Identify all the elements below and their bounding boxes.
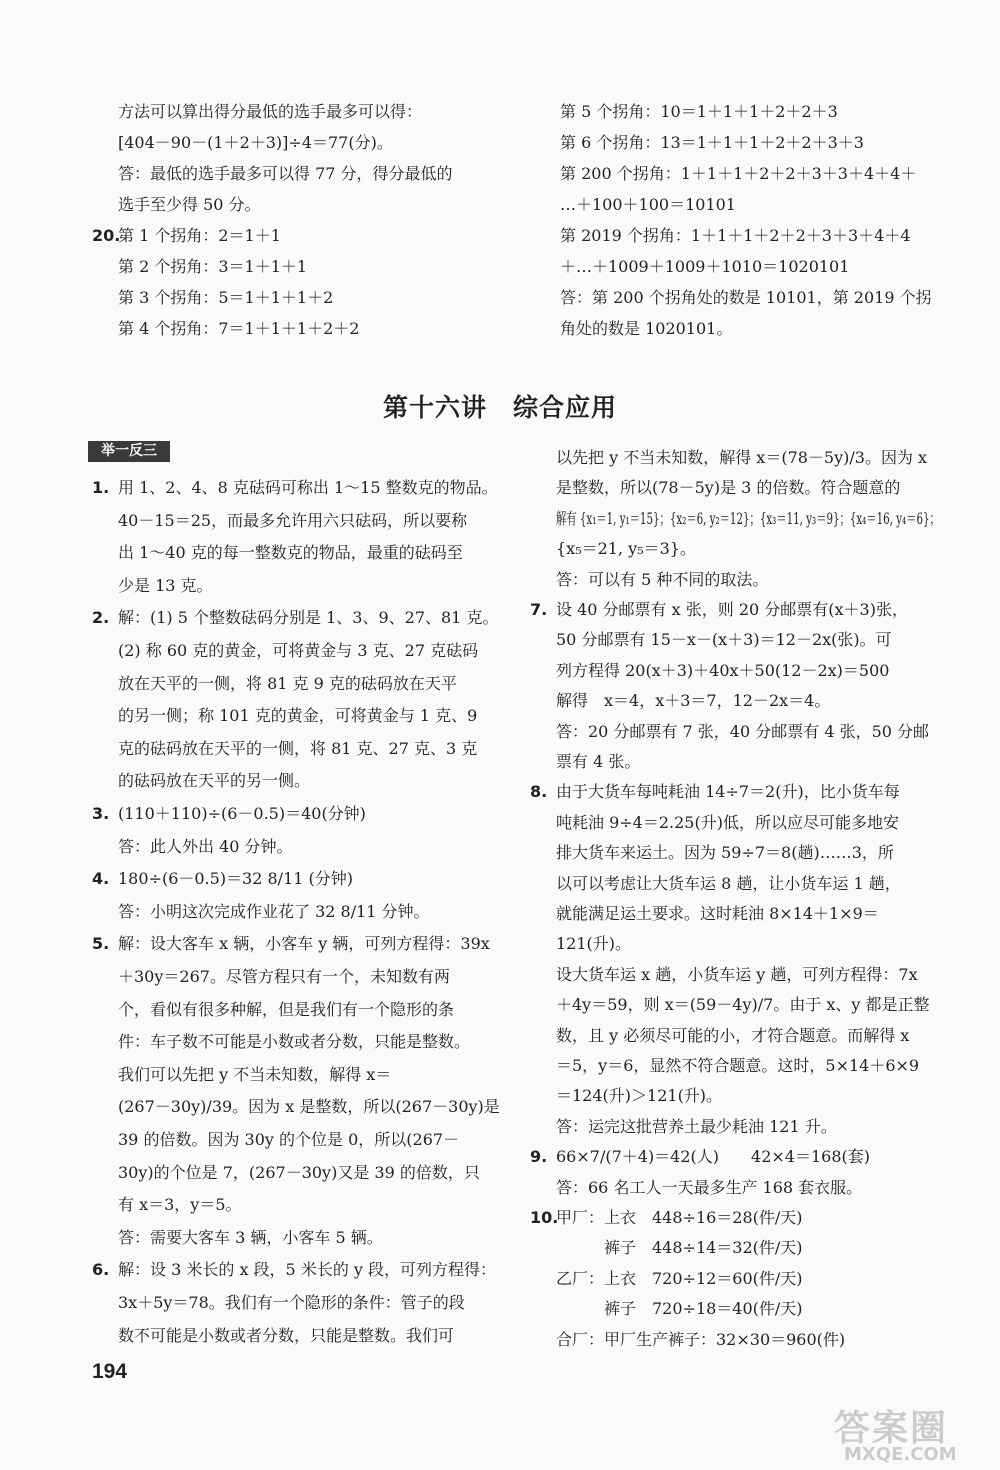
question-number: 20.: [92, 226, 121, 245]
text-line: 方法可以算出得分最低的选手最多可以得：: [118, 102, 423, 121]
text-line: 克的砝码放在天平的一侧，将 81 克、27 克、3 克: [118, 739, 478, 758]
text-line: 由于大货车每吨耗油 14÷7＝2(升)，比小货车每: [556, 782, 900, 801]
text-line: ＋…＋1009＋1009＋1010＝1020101: [560, 257, 850, 276]
text-line: [404－90－(1＋2＋3)]÷4＝77(分)。: [118, 133, 393, 152]
text-line: {x₅＝21, y₅＝3}。: [556, 539, 696, 558]
text-line: 答：第 200 个拐角处的数是 10101，第 2019 个拐: [560, 288, 932, 307]
text-line: 列方程得 20(x＋3)＋40x＋50(12－2x)＝500: [556, 661, 890, 680]
question-number: 3.: [92, 804, 110, 823]
question-number: 2.: [92, 608, 110, 627]
text-line: ＋30y＝267。尽管方程只有一个，未知数有两: [118, 967, 450, 986]
text-line: 少是 13 克。: [118, 576, 213, 595]
text-line: 答：需要大客车 3 辆，小客车 5 辆。: [118, 1228, 383, 1247]
text-line: 以可以考虑让大货车运 8 趟，让小货车运 1 趟，: [556, 874, 901, 893]
text-line: 答：小明这次完成作业花了 32 8/11 分钟。: [118, 902, 430, 921]
text-line: 用 1、2、4、8 克砝码可称出 1～15 整数克的物品。: [118, 478, 498, 497]
text-line: 吨耗油 9÷4＝2.25(升)低，所以应尽可能多地安: [556, 813, 899, 832]
text-line: 设 40 分邮票有 x 张，则 20 分邮票有(x＋3)张，: [556, 600, 908, 619]
text-line: 答：最低的选手最多可以得 77 分，得分最低的: [118, 164, 453, 183]
question-number: 5.: [92, 934, 110, 953]
text-line: 选手至少得 50 分。: [118, 195, 261, 214]
text-line: 解有 {x₁＝1, y₁＝15}；{x₂＝6, y₂＝12}；{x₃＝11, y₃＝9}；{x₄＝16, y₄＝6}；: [556, 509, 940, 528]
page-number: 194: [92, 1360, 128, 1383]
text-line: 有 x＝3，y＝5。: [118, 1195, 242, 1214]
text-line: 角处的数是 1020101。: [560, 319, 733, 338]
text-line: 40－15＝25，而最多允许用六只砝码，所以要称: [118, 511, 468, 530]
text-line: ＝5，y＝6，显然不符合题意。这时，5×14＋6×9: [556, 1056, 920, 1075]
text-line: 就能满足运土要求。这时耗油 8×14＋1×9＝: [556, 904, 879, 923]
text-line: 排大货车来运土。因为 59÷7＝8(趟)……3，所: [556, 843, 894, 862]
text-line: 30y)的个位是 7，(267－30y)又是 39 的倍数，只: [118, 1163, 480, 1182]
text-line: 答：66 名工人一天最多生产 168 套衣服。: [556, 1178, 863, 1197]
text-line: ＝124(升)＞121(升)。: [556, 1086, 723, 1105]
section-title: 第十六讲 综合应用: [382, 393, 617, 422]
text-line: 乙厂：上衣 720÷12＝60(件/天): [556, 1269, 803, 1288]
text-line: 解得 x＝4，x＋3＝7，12－2x＝4。: [556, 691, 831, 710]
text-line: 答：运完这批营养土最少耗油 121 升。: [556, 1117, 837, 1136]
text-line: 答：20 分邮票有 7 张，40 分邮票有 4 张，50 分邮: [556, 722, 930, 741]
question-number: 6.: [92, 1260, 110, 1279]
question-number: 10.: [530, 1208, 559, 1227]
text-line: 66×7/(7＋4)＝42(人) 42×4＝168(套): [556, 1147, 870, 1166]
text-line: 第 2 个拐角：3＝1＋1＋1: [118, 257, 308, 276]
text-line: 第 4 个拐角：7＝1＋1＋1＋2＋2: [118, 319, 360, 338]
text-line: 设大货车运 x 趟，小货车运 y 趟，可列方程得：7x: [556, 965, 918, 984]
text-line: 3x＋5y＝78。我们有一个隐形的条件：管子的段: [118, 1293, 465, 1312]
text-line: 第 200 个拐角：1＋1＋1＋2＋2＋3＋3＋4＋4＋: [560, 164, 917, 183]
text-line: 裤子 720÷18＝40(件/天): [556, 1299, 803, 1318]
text-line: 的另一侧；称 101 克的黄金，可将黄金与 1 克、9: [118, 706, 478, 725]
text-line: 第 1 个拐角：2＝1＋1: [118, 226, 281, 245]
text-line: 数，且 y 必须尽可能的小，才符合题意。而解得 x: [556, 1026, 910, 1045]
text-line: 的砝码放在天平的另一侧。: [118, 771, 311, 790]
text-line: 第 2019 个拐角：1＋1＋1＋2＋2＋3＋3＋4＋4: [560, 226, 911, 245]
question-number: 8.: [530, 782, 548, 801]
text-line: 票有 4 张。: [556, 752, 641, 771]
text-line: 以先把 y 不当未知数，解得 x＝(78－5y)/3。因为 x: [556, 448, 928, 467]
question-number: 4.: [92, 869, 110, 888]
text-line: 是整数，所以(78－5y)是 3 的倍数。符合题意的: [556, 478, 901, 497]
text-line: ＋4y＝59，则 x＝(59－4y)/7。由于 x、y 都是正整: [556, 995, 930, 1014]
text-line: 我们可以先把 y 不当未知数，解得 x＝: [118, 1065, 392, 1084]
text-line: 39 的倍数。因为 30y 的个位是 0，所以(267－: [118, 1130, 460, 1149]
question-number: 1.: [92, 478, 110, 497]
text-line: 放在天平的一侧，将 81 克 9 克的砝码放在天平: [118, 674, 457, 693]
text-line: (267－30y)/39。因为 x 是整数，所以(267－30y)是: [118, 1097, 500, 1116]
text-line: (2) 称 60 克的黄金，可将黄金与 3 克、27 克砝码: [118, 641, 479, 660]
text-line: 第 3 个拐角：5＝1＋1＋1＋2: [118, 288, 334, 307]
text-line: 第 5 个拐角：10＝1＋1＋1＋2＋2＋3: [560, 102, 838, 121]
text-line: 合厂：甲厂生产裤子：32×30＝960(件): [556, 1330, 846, 1349]
text-line: 答：此人外出 40 分钟。: [118, 837, 293, 856]
question-number: 7.: [530, 600, 548, 619]
question-number: 9.: [530, 1147, 548, 1166]
text-line: 数不可能是小数或者分数，只能是整数。我们可: [118, 1326, 455, 1345]
text-line: 甲厂：上衣 448÷16＝28(件/天): [556, 1208, 803, 1227]
text-line: 解：设 3 米长的 x 段，5 米长的 y 段，可列方程得：: [118, 1260, 497, 1279]
text-line: 裤子 448÷14＝32(件/天): [556, 1238, 803, 1257]
text-line: 件：车子数不可能是小数或者分数，只能是整数。: [118, 1032, 471, 1051]
text-line: 第 6 个拐角：13＝1＋1＋1＋2＋2＋3＋3: [560, 133, 864, 152]
text-line: 个，看似有很多种解，但是我们有一个隐形的条: [118, 1000, 455, 1019]
text-line: …＋100＋100＝10101: [560, 195, 736, 214]
text-line: 答：可以有 5 种不同的取法。: [556, 570, 769, 589]
watermark-logo: 答案圈 MXQE.COM: [834, 1408, 957, 1465]
text-line: 50 分邮票有 15－x－(x＋3)＝12－2x(张)。可: [556, 630, 892, 649]
text-line: 121(升)。: [556, 934, 632, 953]
text-line: 出 1～40 克的每一整数克的物品，最重的砝码至: [118, 543, 463, 562]
section-badge: 举一反三: [88, 441, 170, 462]
text-line: 解：设大客车 x 辆，小客车 y 辆，可列方程得：39x: [118, 934, 490, 953]
text-line: 180÷(6－0.5)＝32 8/11 (分钟): [118, 869, 354, 888]
text-line: 解：(1) 5 个整数砝码分别是 1、3、9、27、81 克。: [118, 608, 499, 627]
text-line: (110＋110)÷(6－0.5)＝40(分钟): [118, 804, 366, 823]
